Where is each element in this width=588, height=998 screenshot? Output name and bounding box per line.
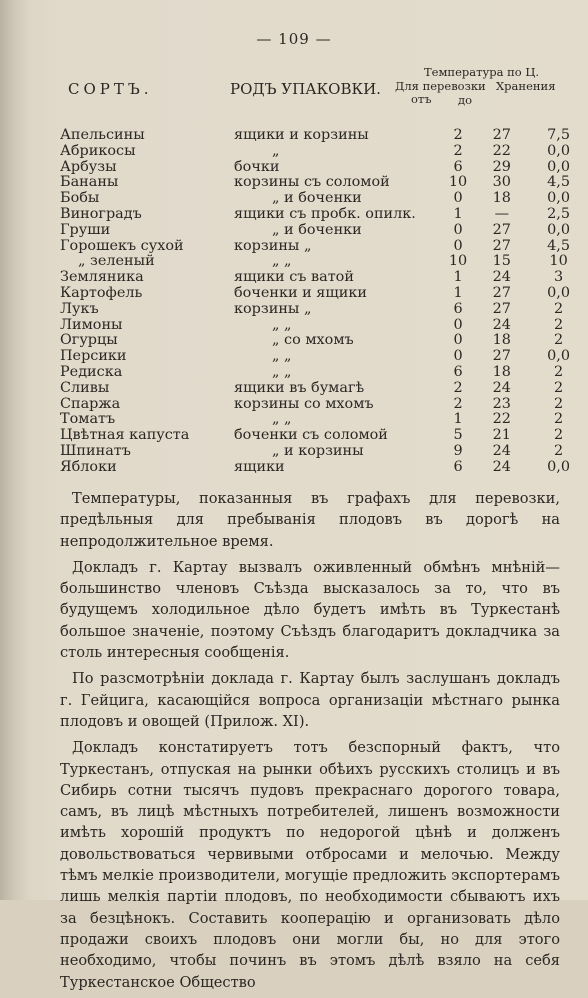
packing-cell: ящики и корзины bbox=[234, 127, 369, 143]
sort-cell: Яблоки bbox=[60, 458, 117, 475]
transport-to-cell: 18 bbox=[492, 190, 511, 207]
storage-cell: 2 bbox=[554, 427, 564, 444]
storage-cell: 2 bbox=[554, 411, 564, 428]
sort-cell: Земляника bbox=[60, 269, 144, 286]
sort-cell: Груши bbox=[60, 221, 111, 238]
table-row bbox=[60, 365, 588, 381]
storage-cell: 2 bbox=[554, 300, 564, 317]
transport-from-cell: 0 bbox=[453, 237, 463, 254]
packing-cell: ящики съ пробк. опилк. bbox=[234, 205, 416, 222]
transport-to-cell: 24 bbox=[492, 442, 511, 459]
header-temperature: Температура по Ц. bbox=[424, 65, 540, 79]
transport-to-cell: 27 bbox=[492, 284, 511, 301]
transport-to-cell: — bbox=[494, 205, 509, 222]
transport-from-cell: 6 bbox=[453, 300, 463, 317]
storage-cell: 2,5 bbox=[547, 205, 571, 222]
table-row bbox=[60, 191, 588, 207]
sort-cell: Горошекъ сухой bbox=[60, 237, 184, 254]
transport-to-cell: 21 bbox=[492, 427, 511, 444]
sort-cell: Апельсины bbox=[60, 127, 145, 143]
table-row bbox=[60, 144, 588, 160]
packing-cell: корзины съ соломой bbox=[234, 174, 390, 191]
storage-cell: 2 bbox=[554, 332, 564, 349]
transport-to-cell: 22 bbox=[492, 411, 511, 428]
transport-from-cell: 2 bbox=[453, 395, 463, 412]
transport-to-cell: 15 bbox=[492, 253, 511, 270]
storage-cell: 2 bbox=[554, 379, 564, 396]
paragraph: Докладъ г. Картау вызвалъ оживленный обмѣнъ мнѣній—большинство членовъ Съѣзда высказалось за то, что въ будущемъ холодильное дѣло будетъ имѣть въ Туркестанѣ большое значеніе, поэтому Съѣздъ благодаритъ докладчика за столь интересныя сообщенія. bbox=[60, 558, 560, 662]
storage-cell: 4,5 bbox=[547, 237, 571, 254]
table-row bbox=[60, 460, 588, 476]
table-row bbox=[60, 223, 588, 239]
storage-cell: 0,0 bbox=[547, 458, 571, 475]
table-row bbox=[60, 397, 588, 413]
transport-to-cell: 24 bbox=[492, 379, 511, 396]
storage-cell: 2 bbox=[554, 363, 564, 380]
packing-cell: „ „ bbox=[272, 253, 292, 270]
header-sort: СОРТЪ. bbox=[68, 80, 153, 98]
packing-cell: „ bbox=[272, 142, 280, 159]
transport-from-cell: 0 bbox=[453, 348, 463, 365]
sort-cell: Лимоны bbox=[60, 316, 123, 333]
transport-from-cell: 1 bbox=[453, 284, 463, 301]
storage-cell: 0,0 bbox=[547, 348, 571, 365]
packing-cell: ящики въ бумагѣ bbox=[234, 379, 365, 396]
table-row bbox=[60, 270, 588, 286]
body-text bbox=[60, 488, 560, 998]
transport-to-cell: 24 bbox=[492, 458, 511, 475]
transport-to-cell: 18 bbox=[492, 332, 511, 349]
transport-from-cell: 1 bbox=[453, 205, 463, 222]
sort-cell: Лукъ bbox=[60, 300, 99, 317]
sort-cell: Абрикосы bbox=[60, 142, 136, 159]
transport-from-cell: 2 bbox=[453, 127, 463, 143]
sort-cell: Спаржа bbox=[60, 395, 121, 412]
storage-cell: 7,5 bbox=[547, 127, 571, 143]
table-row bbox=[60, 207, 588, 223]
header-transport: Для перевозки bbox=[395, 79, 486, 93]
header-packing: РОДЪ УПАКОВКИ. bbox=[230, 80, 381, 98]
sort-cell: Томатъ bbox=[60, 411, 116, 428]
packing-cell: „ „ bbox=[272, 411, 292, 428]
sort-cell: „ зеленый bbox=[78, 253, 155, 270]
packing-cell: „ „ bbox=[272, 348, 292, 365]
transport-from-cell: 2 bbox=[453, 379, 463, 396]
transport-to-cell: 27 bbox=[492, 221, 511, 238]
transport-from-cell: 6 bbox=[453, 458, 463, 475]
packing-cell: „ и корзины bbox=[272, 442, 364, 459]
storage-cell: 0,0 bbox=[547, 221, 571, 238]
page-number: — 109 — bbox=[256, 30, 332, 48]
packing-cell: корзины „ bbox=[234, 300, 312, 317]
transport-to-cell: 18 bbox=[492, 363, 511, 380]
transport-from-cell: 9 bbox=[453, 442, 463, 459]
storage-cell: 0,0 bbox=[547, 142, 571, 159]
packing-cell: „ „ bbox=[272, 363, 292, 380]
packing-cell: бочки bbox=[234, 158, 280, 175]
transport-from-cell: 10 bbox=[448, 174, 468, 191]
table-row bbox=[60, 175, 588, 191]
storage-cell: 0,0 bbox=[547, 158, 571, 175]
packing-cell: „ и боченки bbox=[272, 190, 362, 207]
transport-from-cell: 1 bbox=[453, 269, 463, 286]
sort-cell: Бобы bbox=[60, 190, 100, 207]
table-row bbox=[60, 239, 588, 255]
packing-cell: „ „ bbox=[272, 316, 292, 333]
storage-cell: 0,0 bbox=[547, 284, 571, 301]
sort-cell: Бананы bbox=[60, 174, 119, 191]
table-row bbox=[60, 444, 588, 460]
storage-cell: 2 bbox=[554, 442, 564, 459]
temperature-table bbox=[60, 128, 588, 476]
sort-cell: Шпинатъ bbox=[60, 442, 131, 459]
table-row bbox=[60, 412, 588, 428]
transport-from-cell: 2 bbox=[453, 142, 463, 159]
transport-from-cell: 1 bbox=[453, 411, 463, 428]
sort-cell: Персики bbox=[60, 348, 127, 365]
transport-to-cell: 24 bbox=[492, 316, 511, 333]
packing-cell: боченки съ соломой bbox=[234, 427, 388, 444]
sort-cell: Арбузы bbox=[60, 158, 117, 175]
table-row bbox=[60, 160, 588, 176]
paragraph: Докладъ констатируетъ тотъ безспорный фактъ, что Туркестанъ, отпуская на рынки обѣихъ русскихъ столицъ и въ Сибирь сотни тысячъ пудовъ прекраснаго дорогого товара, самъ, въ лицѣ мѣстныхъ потребителей, лишенъ возможности имѣть хорошій продуктъ по недорогой цѣнѣ и долженъ довольствоваться червивыми отбросами и мелочью. Между тѣмъ мелкіе производители, могущіе предложить экспортерамъ лишь мелкія партіи плодовъ, по необходимости сбываютъ ихъ за безцѣнокъ. Составить кооперацію и организовать дѣло продажи своихъ плодовъ они могли бы, но для этого необходимо, чтобы починъ въ этомъ дѣлѣ взяло на себя Туркестанское Общество bbox=[60, 739, 560, 991]
transport-from-cell: 6 bbox=[453, 363, 463, 380]
table-row bbox=[60, 128, 588, 144]
table-row bbox=[60, 428, 588, 444]
header-from: отъ bbox=[411, 92, 432, 106]
transport-to-cell: 27 bbox=[492, 127, 511, 143]
header-to: до bbox=[458, 93, 473, 107]
table-row bbox=[60, 302, 588, 318]
storage-cell: 0,0 bbox=[547, 190, 571, 207]
transport-from-cell: 6 bbox=[453, 158, 463, 175]
table-row bbox=[60, 286, 588, 302]
sort-cell: Виноградъ bbox=[60, 205, 142, 222]
transport-to-cell: 23 bbox=[492, 395, 511, 412]
transport-from-cell: 0 bbox=[453, 316, 463, 333]
sort-cell: Огурцы bbox=[60, 332, 118, 349]
packing-cell: „ и боченки bbox=[272, 221, 362, 238]
storage-cell: 2 bbox=[554, 316, 564, 333]
packing-cell: ящики съ ватой bbox=[234, 269, 354, 286]
sort-cell: Цвѣтная капуста bbox=[60, 427, 190, 444]
sort-cell: Картофель bbox=[60, 284, 143, 301]
packing-cell: боченки и ящики bbox=[234, 284, 367, 301]
transport-to-cell: 24 bbox=[492, 269, 511, 286]
packing-cell: „ со мхомъ bbox=[272, 332, 354, 349]
table-row bbox=[60, 318, 588, 334]
packing-cell: ящики bbox=[234, 458, 285, 475]
storage-cell: 10 bbox=[549, 253, 568, 270]
table-row bbox=[60, 333, 588, 349]
table-row bbox=[60, 381, 588, 397]
sort-cell: Сливы bbox=[60, 379, 110, 396]
transport-to-cell: 27 bbox=[492, 300, 511, 317]
transport-from-cell: 0 bbox=[453, 190, 463, 207]
transport-from-cell: 0 bbox=[453, 332, 463, 349]
packing-cell: корзины „ bbox=[234, 237, 312, 254]
transport-to-cell: 30 bbox=[492, 174, 511, 191]
transport-to-cell: 27 bbox=[492, 348, 511, 365]
transport-from-cell: 10 bbox=[448, 253, 468, 270]
storage-cell: 4,5 bbox=[547, 174, 571, 191]
paragraph: Температуры, показанныя въ графахъ для перевозки, предѣльныя для пребыванія плодовъ въ дорогѣ на непродолжительное время. bbox=[60, 490, 560, 550]
table-row bbox=[60, 254, 588, 270]
paragraph: По разсмотрѣніи доклада г. Картау былъ заслушанъ докладъ г. Гейцига, касающійся вопроса организаціи мѣстнаго рынка плодовъ и овощей (Прилож. XI). bbox=[60, 670, 560, 730]
transport-from-cell: 5 bbox=[453, 427, 463, 444]
transport-from-cell: 0 bbox=[453, 221, 463, 238]
transport-to-cell: 22 bbox=[492, 142, 511, 159]
packing-cell: корзины со мхомъ bbox=[234, 395, 374, 412]
sort-cell: Редиска bbox=[60, 363, 123, 380]
transport-to-cell: 27 bbox=[492, 237, 511, 254]
storage-cell: 2 bbox=[554, 395, 564, 412]
transport-to-cell: 29 bbox=[492, 158, 511, 175]
storage-cell: 3 bbox=[554, 269, 564, 286]
header-storage: Хранения bbox=[496, 79, 556, 93]
table-row bbox=[60, 349, 588, 365]
